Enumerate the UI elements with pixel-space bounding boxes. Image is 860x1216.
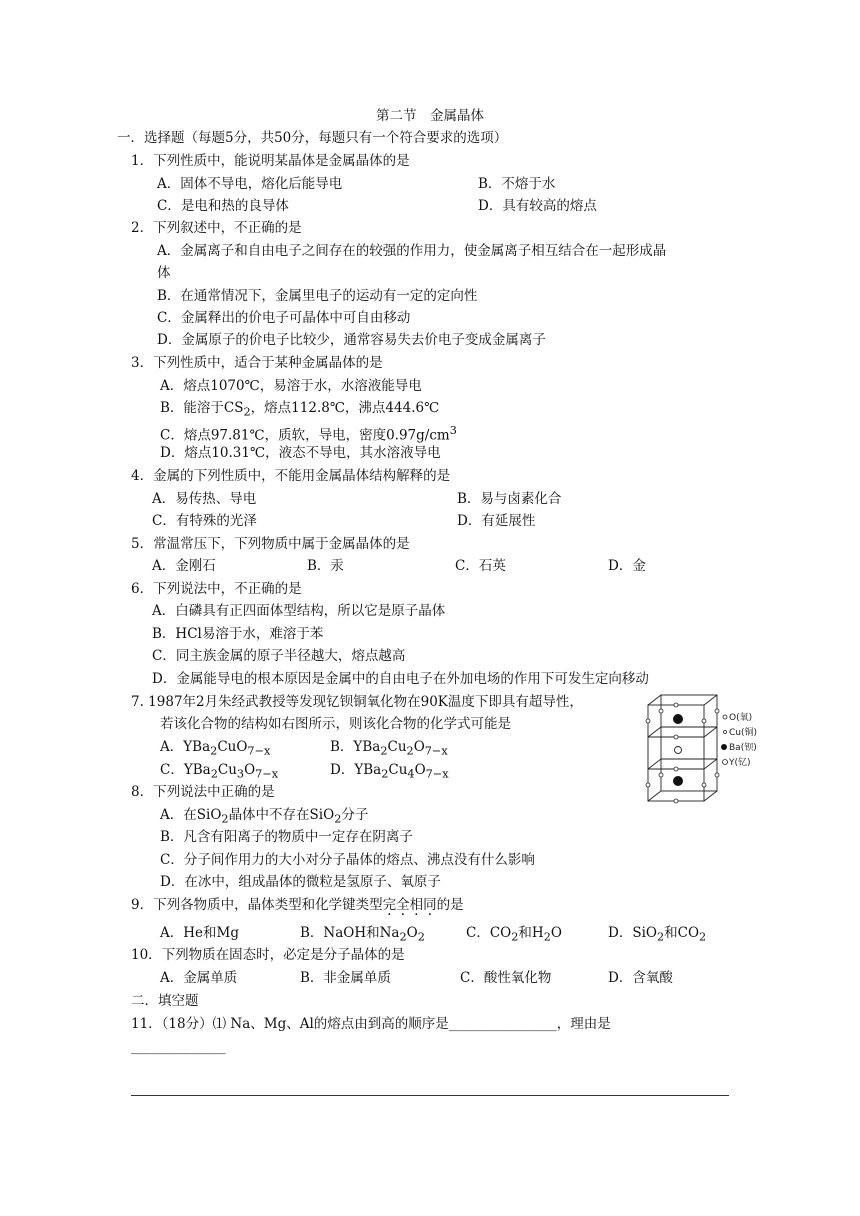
crystal-structure-figure — [641, 693, 759, 805]
q1-option-a: A．固体不导电，熔化后能导电 — [157, 176, 343, 192]
q8-option-a: A．在SiO$_2$晶体中不存在SiO$_2$分子 — [160, 807, 369, 826]
q7-option-a: A．YBa$_2$CuO$_{7-x}$ — [160, 739, 271, 758]
q11-line2: ______________ — [131, 1039, 226, 1055]
q7-stem-line1: 7. 1987年2月朱经武教授等发现钇钡铜氧化物在90K温度下即具有超导性， — [131, 694, 583, 710]
q1-option-c: C．是电和热的良导体 — [157, 198, 289, 214]
q3-option-a: A．熔点1070℃，易溶于水，水溶液能导电 — [160, 378, 422, 394]
q6-stem: 6．下列说法中，不正确的是 — [131, 581, 302, 597]
q4-option-c: C．有特殊的光泽 — [152, 513, 257, 529]
legend-barium: Ba(钡) — [729, 743, 757, 753]
q4-option-a: A．易传热、导电 — [152, 491, 257, 507]
q3-option-b: B．能溶于$CS_2$，熔点112.8℃，沸点444.6℃ — [160, 400, 440, 419]
q2-option-c: C．金属释出的价电子可晶体中可自由移动 — [157, 310, 411, 326]
legend-oxygen: O(氧) — [729, 713, 753, 723]
q3-stem: 3．下列性质中，适合于某种金属晶体的是 — [131, 355, 383, 371]
q5-option-b: B．汞 — [307, 558, 344, 574]
q2-stem: 2．下列叙述中，不正确的是 — [131, 220, 302, 236]
q6-option-d: D．金属能导电的根本原因是金属中的自由电子在外加电场的作用下可发生定向移动 — [152, 671, 649, 687]
answer-line — [131, 1095, 729, 1096]
q9-option-d: D．SiO$_2$和$CO_2$ — [608, 925, 707, 944]
q6-option-b: B．HCl易溶于水，难溶于苯 — [152, 626, 324, 642]
q10-option-b: B．非金属单质 — [300, 970, 391, 986]
legend-copper: Cu(铜) — [729, 728, 758, 738]
q10-option-d: D．含氧酸 — [608, 970, 673, 986]
q8-stem: 8．下列说法中正确的是 — [131, 784, 275, 800]
q6-option-c: C．同主族金属的原子半径越大，熔点越高 — [152, 648, 406, 664]
q2-option-a-cont: 体 — [157, 265, 171, 281]
q2-option-d: D．金属原子的价电子比较少，通常容易失去价电子变成金属离子 — [157, 332, 546, 348]
q4-option-b: B．易与卤素化合 — [457, 491, 562, 507]
q6-option-a: A．白磷具有正四面体型结构，所以它是原子晶体 — [152, 603, 446, 619]
q2-option-b: B．在通常情况下，金属里电子的运动有一定的定向性 — [157, 288, 478, 304]
legend-yttrium: Y(钇) — [729, 758, 751, 768]
q5-option-d: D．金 — [608, 558, 646, 574]
q7-option-b: B．$YBa_2Cu_2O_{7-x}$ — [330, 739, 448, 758]
q9-stem: 9．下列各物质中，晶体类型和化学键类型完全相同的是 — [131, 897, 464, 913]
q2-option-a: A．金属离子和自由电子之间存在的较强的作用力，使金属离子相互结合在一起形成晶 — [157, 243, 667, 259]
section-heading-choice: 一．选择题（每题5分，共50分，每题只有一个符合要求的选项） — [117, 130, 508, 146]
q1-option-d: D．具有较高的熔点 — [478, 198, 597, 214]
q8-option-b: B．凡含有阳离子的物质中一定存在阴离子 — [160, 829, 413, 845]
page-title: 第二节 金属晶体 — [376, 108, 484, 124]
q11-line1: 11．（18分）⑴ Na、Mg、Al的熔点由到高的顺序是________________，理由是 — [131, 1016, 611, 1032]
q5-option-c: C．石英 — [455, 558, 506, 574]
q9-option-a: A．He和Mg — [160, 925, 239, 941]
q8-option-c: C．分子间作用力的大小对分子晶体的熔点、沸点没有什么影响 — [160, 852, 535, 868]
q10-option-c: C．酸性氧化物 — [460, 970, 552, 986]
q4-option-d: D．有延展性 — [457, 513, 536, 529]
q7-option-c: C．$YBa_2Cu_3O_{7-x}$ — [160, 762, 279, 781]
q4-stem: 4．金属的下列性质中，不能用金属晶体结构解释的是 — [131, 468, 451, 484]
q3-option-c: C．熔点97.81℃，质软，导电，密度$0.97g/cm^3$ — [160, 424, 457, 444]
q5-option-a: A．金刚石 — [152, 558, 216, 574]
q9-option-c: C．$CO_2$和$H_2O$ — [466, 925, 562, 944]
q1-option-b: B．不熔于水 — [478, 176, 556, 192]
q7-option-d: D．$YBa_2Cu_4O_{7-x}$ — [330, 762, 449, 781]
q10-option-a: A．金属单质 — [160, 970, 238, 986]
q5-stem: 5．常温常压下，下列物质中属于金属晶体的是 — [131, 536, 410, 552]
q1-stem: 1．下列性质中，能说明某晶体是金属晶体的是 — [131, 153, 410, 169]
q9-option-b: B．NaOH和$Na_2O_2$ — [300, 925, 425, 944]
q10-stem: 10．下列物质在固态时，必定是分子晶体的是 — [131, 947, 405, 963]
q3-option-d: D．熔点10.31℃，液态不导电，其水溶液导电 — [160, 445, 441, 461]
q8-option-d: D．在冰中，组成晶体的微粒是氢原子、氧原子 — [160, 874, 441, 890]
section-heading-fill: 二．填空题 — [131, 993, 199, 1009]
q7-stem-line2: 若该化合物的结构如右图所示，则该化合物的化学式可能是 — [160, 716, 511, 732]
